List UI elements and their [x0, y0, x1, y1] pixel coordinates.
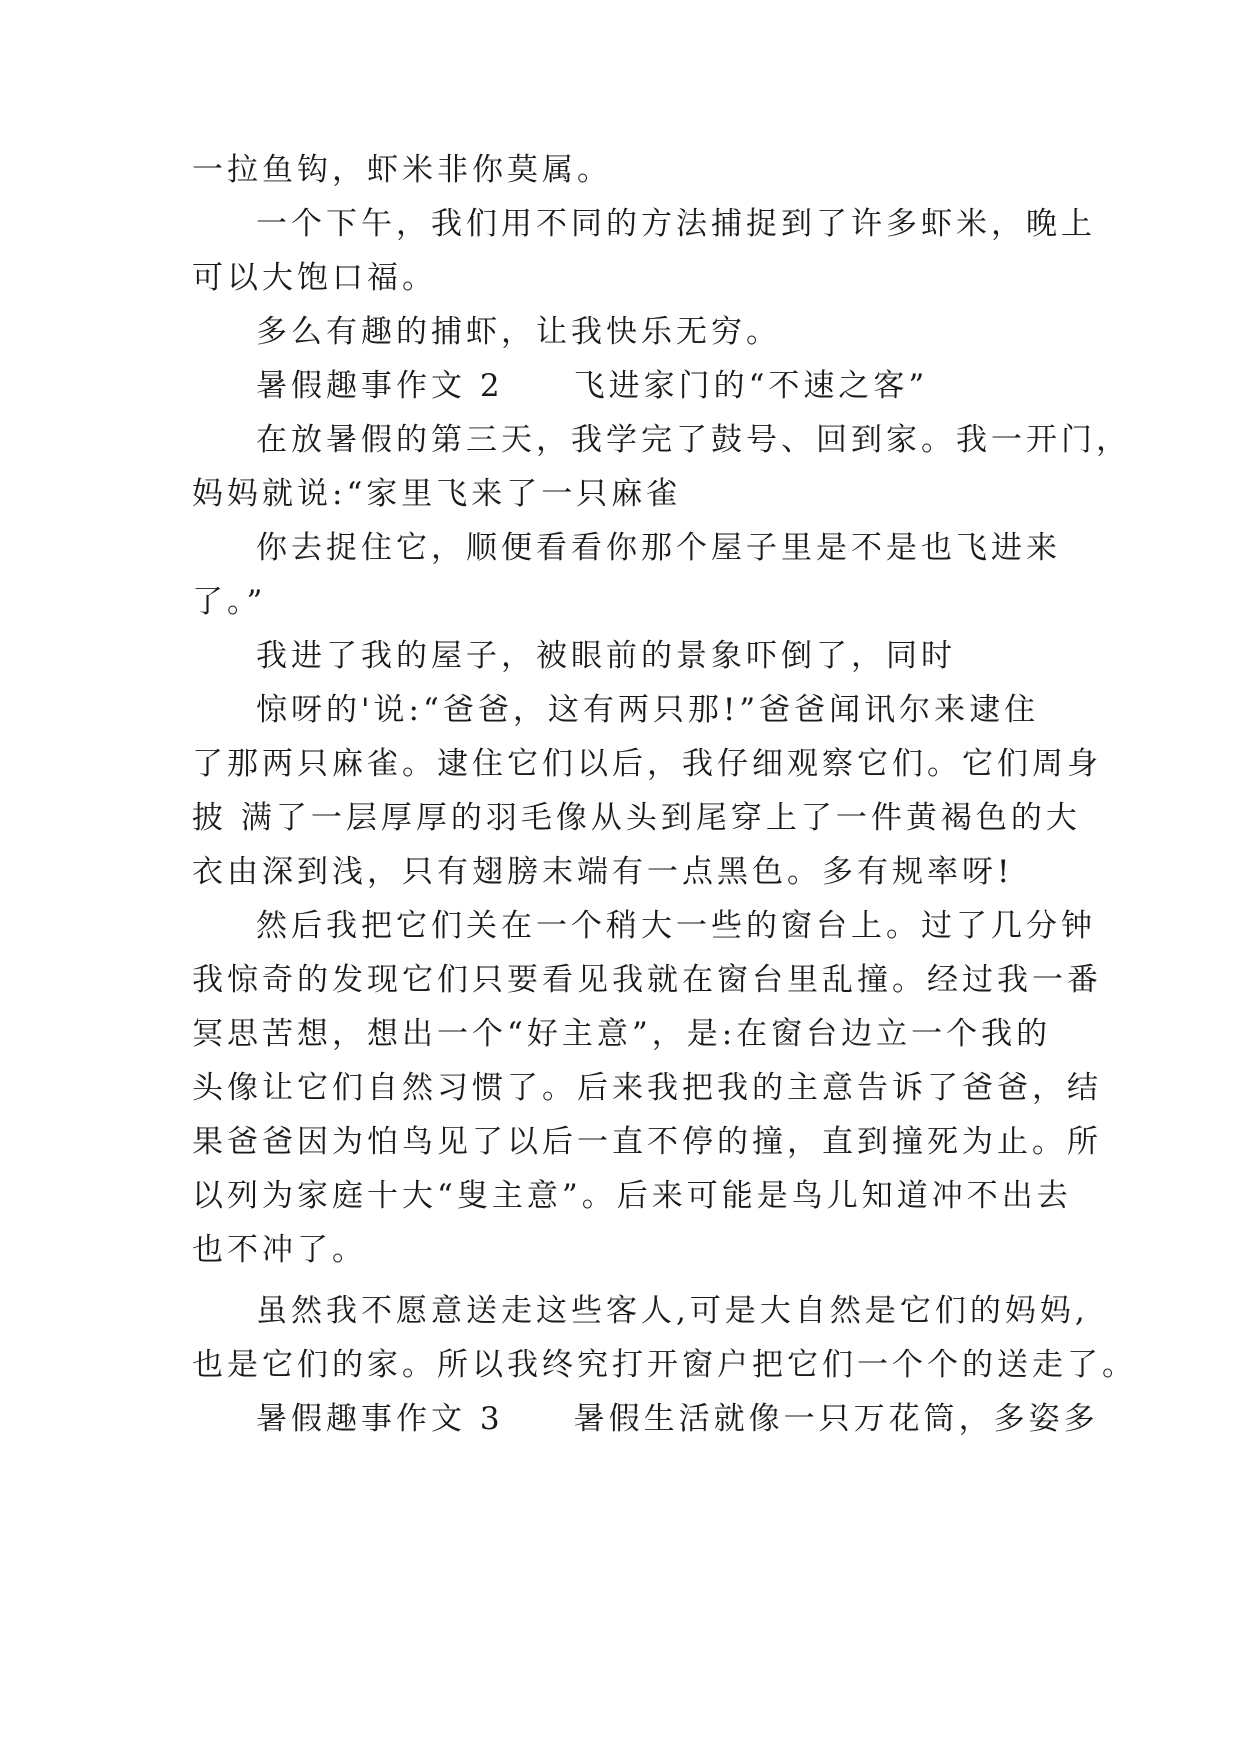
text-line: 冥思苦想，想出一个“好主意”，是:在窗台边立一个我的 [192, 1016, 1052, 1052]
text-line: 了那两只麻雀。逮住它们以后，我仔细观察它们。它们周身 [192, 746, 1102, 782]
text-line: 也是它们的家。所以我终究打开窗户把它们一个个的送走了。 [192, 1347, 1137, 1383]
text-line: 你去捉住它，顺便看看你那个屋子里是不是也飞进来 [256, 530, 1061, 566]
text-line: 虽然我不愿意送走这些客人,可是大自然是它们的妈妈, [256, 1293, 1089, 1329]
section-heading: 暑假趣事作文 2 飞进家门的“不速之客” [256, 368, 929, 404]
text-line: 妈妈就说:“家里飞来了一只麻雀 [192, 476, 682, 512]
text-line: 以列为家庭十大“叟主意”。后来可能是鸟儿知道冲不出去 [192, 1178, 1072, 1214]
text-line: 在放暑假的第三天，我学完了鼓号、回到家。我一开门， [256, 422, 1131, 458]
text-line: 一个下午，我们用不同的方法捕捉到了许多虾米，晚上 [256, 206, 1096, 242]
text-line: 我惊奇的发现它们只要看见我就在窗台里乱撞。经过我一番 [192, 962, 1102, 998]
section-heading: 暑假趣事作文 3 暑假生活就像一只万花筒，多姿多 [256, 1401, 1099, 1437]
text-line: 果爸爸因为怕鸟见了以后一直不停的撞，直到撞死为止。所 [192, 1124, 1102, 1160]
text-line: 衣由深到浅，只有翅膀末端有一点黑色。多有规率呀! [192, 854, 1014, 890]
text-line: 然后我把它们关在一个稍大一些的窗台上。过了几分钟 [256, 908, 1096, 944]
text-line: 头像让它们自然习惯了。后来我把我的主意告诉了爸爸，结 [192, 1070, 1102, 1106]
text-line: 惊呀的'说:“爸爸，这有两只那!”爸爸闻讯尔来逮住 [256, 692, 1040, 728]
text-line: 披 满了一层厚厚的羽毛像从头到尾穿上了一件黄褐色的大 [192, 800, 1081, 836]
text-line: 可以大饱口福。 [192, 260, 437, 296]
text-line: 了。” [192, 584, 267, 620]
text-line: 也不冲了。 [192, 1232, 367, 1268]
text-line: 我进了我的屋子，被眼前的景象吓倒了，同时 [256, 638, 956, 674]
text-line: 一拉鱼钩，虾米非你莫属。 [192, 152, 612, 188]
text-line: 多么有趣的捕虾，让我快乐无穷。 [256, 314, 781, 350]
